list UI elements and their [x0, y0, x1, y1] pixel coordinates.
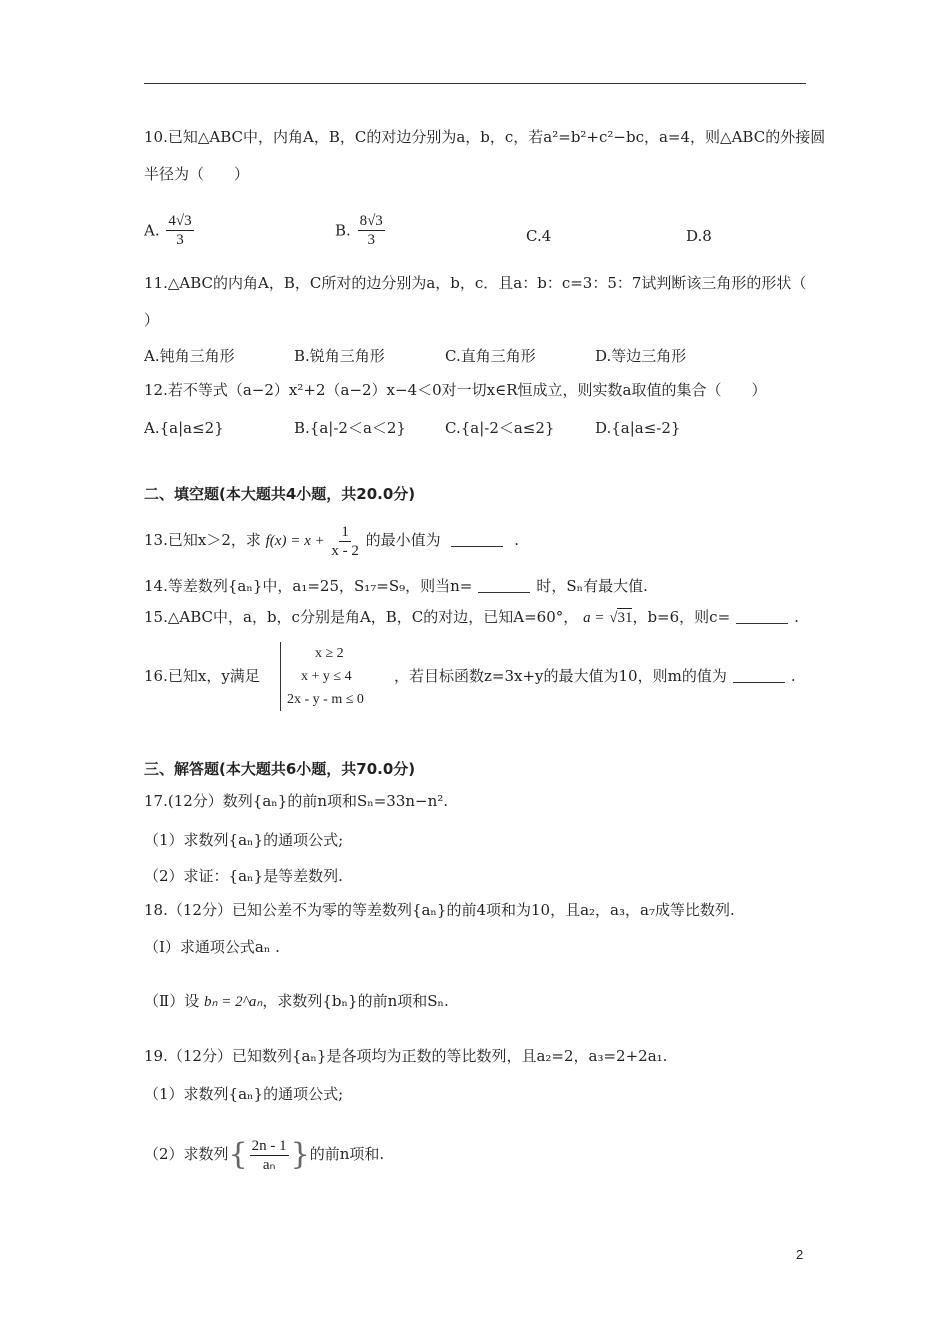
- q14-line: [144, 576, 648, 596]
- q15-sqrt-value: 31: [617, 610, 633, 626]
- q10-option-a-den: 3: [176, 232, 184, 248]
- q12-option-c: C.{a|-2＜a≤2}: [445, 419, 555, 437]
- q11-options: [144, 346, 806, 366]
- q13-prefix: 13.已知x＞2，求: [144, 531, 261, 549]
- q10-option-b-den: 3: [367, 232, 375, 248]
- q18-part1: （Ⅰ）求通项公式aₙ .: [144, 938, 280, 956]
- q13-answer-blank: [451, 546, 503, 547]
- q17-line1: 17.(12分）数列{aₙ}的前n项和Sₙ=33n−n².: [144, 792, 449, 810]
- q11-option-d: D.等边三角形: [595, 347, 687, 365]
- q11-option-a: A.钝角三角形: [144, 347, 235, 365]
- q15-line: [144, 607, 799, 628]
- q16-suffix: ，若目标函数z=3x+y的最大值为10，则m的值为: [394, 667, 727, 685]
- q18-part2: [144, 991, 449, 1012]
- q10-option-b-label: B.: [335, 221, 351, 240]
- q16-prefix: 16.已知x，y满足: [144, 667, 260, 685]
- q10-option-b: [335, 212, 387, 249]
- q10-option-d: D.8: [686, 227, 712, 245]
- q10-option-b-fraction: [358, 212, 385, 249]
- q10-option-b-num: 8√3: [359, 213, 383, 229]
- q14-answer-blank: [478, 592, 530, 593]
- q10-option-a-label: A.: [144, 221, 160, 240]
- q16-answer-blank: [733, 682, 785, 683]
- q19-part2-suffix: 的前n项和.: [309, 1145, 385, 1163]
- q15-sqrt: √31: [609, 610, 633, 626]
- q19-part2: [144, 1132, 384, 1176]
- q18-line1: 18.（12分）已知公差不为零的等差数列{aₙ}的前4项和为10，且a₂，a₃，a₇成等比数列.: [144, 901, 735, 919]
- q10-line2: 半径为（ ）: [144, 165, 250, 183]
- q12-options: [144, 418, 806, 438]
- q10-option-a: [144, 212, 196, 249]
- q13-frac-den: x - 2: [331, 542, 359, 559]
- q11-line2: ）: [144, 311, 160, 329]
- section-solve-title: 三、解答题(本大题共6小题，共70.0分): [144, 760, 416, 778]
- q16-constraint-2: x + y ≤ 4: [301, 669, 352, 684]
- q15-eq-a: a =: [583, 610, 605, 626]
- q19-right-brace: }: [290, 1137, 310, 1172]
- q19-line1: 19.（12分）已知数列{aₙ}是各项均为正数的等比数列，且a₂=2，a₃=2+2a₁.: [144, 1047, 668, 1065]
- q11-option-b: B.锐角三角形: [294, 347, 385, 365]
- q13-end: .: [514, 531, 520, 549]
- q16-end: .: [790, 667, 796, 685]
- q15-answer-blank: [736, 623, 788, 624]
- q13-function: f(x) = x +: [265, 533, 325, 549]
- q11-option-c: C.直角三角形: [445, 347, 536, 365]
- q10-text-vars: a，b，c，若: [456, 128, 544, 146]
- page-number: 2: [796, 1247, 804, 1262]
- q10-text-a: 10.已知△ABC中，内角A，B，C的对边分别为: [144, 128, 457, 146]
- q11-line1: 11.△ABC的内角A，B，C所对的边分别为a，b，c．且a：b：c=3：5：7试判断该三角形的形状（: [144, 274, 807, 292]
- q10-option-c: C.4: [526, 227, 552, 245]
- q10-option-a-fraction: [166, 212, 193, 249]
- q10-text-eq: a²=b²+c²−bc，a=4，则△ABC的外接圆: [543, 128, 826, 146]
- q12-line1: 12.若不等式（a−2）x²+2（a−2）x−4＜0对一切x∈R恒成立，则实数a取值的集合（ ）: [144, 381, 767, 399]
- q18-part2-suffix: ，求数列{bₙ}的前n项和Sₙ.: [262, 992, 449, 1010]
- q18-part2-prefix: （Ⅱ）设: [144, 992, 200, 1010]
- q12-option-a: A.{a|a≤2}: [144, 419, 224, 437]
- q16-constraint-3: 2x - y - m ≤ 0: [287, 692, 364, 707]
- q16-suffix-line: [394, 666, 796, 686]
- q19-part1: （1）求数列{aₙ}的通项公式;: [144, 1085, 344, 1103]
- q14-text: 14.等差数列{aₙ}中，a₁=25，S₁₇=S₉，则当n=: [144, 577, 473, 595]
- q13-suffix: 的最小值为: [365, 531, 441, 549]
- q10-options: [144, 212, 806, 258]
- q19-part2-prefix: （2）求数列: [144, 1145, 229, 1163]
- q12-option-d: D.{a|a≤-2}: [595, 419, 681, 437]
- q19-left-brace: {: [228, 1137, 248, 1172]
- q18-formula: bₙ = 2^aₙ: [203, 994, 263, 1010]
- q15-mid: ，b=6，则c=: [632, 608, 731, 626]
- header-rule: [144, 83, 806, 84]
- q13-fraction: [331, 523, 359, 560]
- q19-fraction: [250, 1137, 289, 1174]
- q15-prefix: 15.△ABC中，a，b，c分别是角A，B，C的对边，已知A=60°，: [144, 608, 579, 626]
- q14-suffix: 时，Sₙ有最大值.: [536, 577, 648, 595]
- q16-constraint-system: [280, 642, 364, 711]
- q12-option-b: B.{a|-2＜a＜2}: [294, 419, 406, 437]
- q17-part2: （2）求证：{aₙ}是等差数列.: [144, 867, 343, 885]
- q13-frac-num: 1: [341, 523, 349, 540]
- q19-frac-num: 2n - 1: [251, 1137, 287, 1154]
- q17-part1: （1）求数列{aₙ}的通项公式;: [144, 831, 344, 849]
- q10-line1: [144, 127, 825, 147]
- q19-frac-den: aₙ: [262, 1156, 276, 1173]
- q16-constraint-1: x ≥ 2: [315, 646, 344, 661]
- q15-end: .: [794, 608, 799, 626]
- section-fill-in-title: 二、填空题(本大题共4小题，共20.0分): [144, 485, 416, 503]
- q10-option-a-num: 4√3: [168, 213, 192, 229]
- q13-line: [144, 520, 519, 560]
